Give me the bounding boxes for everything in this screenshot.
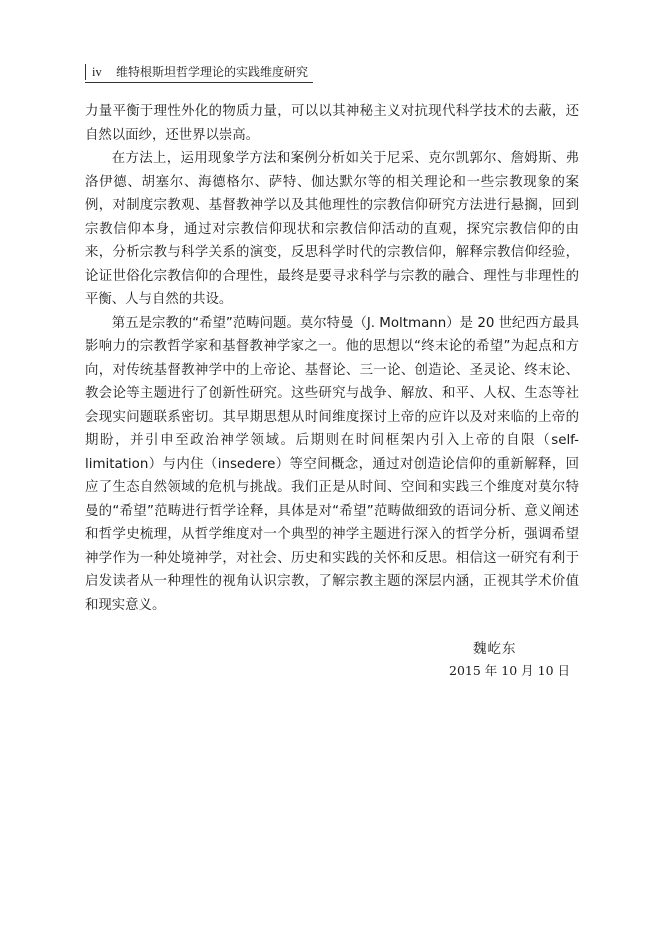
header-rule [85, 64, 86, 80]
running-header [85, 62, 313, 83]
paragraph-hope: 第五是宗教的“希望”范畴问题。莫尔特曼（J. Moltmann）是 20 世纪西方最具影响力的宗教哲学家和基督教神学家之一。他的思想以“终末论的希望”为起点和方向，对传统基督教神学中的上帝论、基督论、三一论、创造论、圣灵论、终末论、教会论等主题进行了创新性研究。这些研究与战争、解放、和平、人权、生态等社会现实问题联系密切。其早期思想从时间维度探讨上帝的应许以及对来临的上帝的期盼，并引申至政治神学领域。后期则在时间框架内引入上帝的自限（self-limitation）与内住（insedere）等空间概念，通过对创造论信仰的重新解释，回应了生态自然领域的危机与挑战。我们正是从时间、空间和实践三个维度对莫尔特曼的“希望”范畴进行哲学诠释，具体是对“希望”范畴做细致的语词分析、意义阐述和哲学史梳理，从哲学维度对一个典型的神学主题进行深入的哲学分析，强调希望神学作为一种处境神学，对社会、历史和实践的关怀和反思。相信这一研究有利于启发读者从一种理性的视角认识宗教，了解宗教主题的深层内涵，正视其学术价值和现实意义。 [85, 315, 579, 613]
paragraph-continued: 力量平衡于理性外化的物质力量，可以以其神秘主义对抗现代科学技术的去蔽，还自然以面纱，还世界以崇高。 [85, 104, 579, 143]
author-signature: 魏屹东 [473, 641, 517, 657]
book-title: 维特根斯坦哲学理论的实践维度研究 [116, 65, 309, 79]
paragraph-method: 在方法上，运用现象学方法和案例分析如关于尼采、克尔凯郭尔、詹姆斯、弗洛伊德、胡塞尔、海德格尔、萨特、伽达默尔等的相关理论和一些宗教现象的案例，对制度宗教观、基督教神学以及其他理性的宗教信仰研究方法进行悬搁，回到宗教信仰本身，通过对宗教信仰现状和宗教信仰活动的直观，探究宗教信仰的由来，分析宗教与科学关系的演变，反思科学时代的宗教信仰，解释宗教信仰经验，论证世俗化宗教信仰的合理性，最终是要寻求科学与宗教的融合、理性与非理性的平衡、人与自然的共设。 [85, 151, 579, 307]
page-number: iv [92, 65, 102, 79]
body-text [85, 100, 579, 617]
signature-date: 2015 年 10 月 10 日 [449, 663, 570, 678]
